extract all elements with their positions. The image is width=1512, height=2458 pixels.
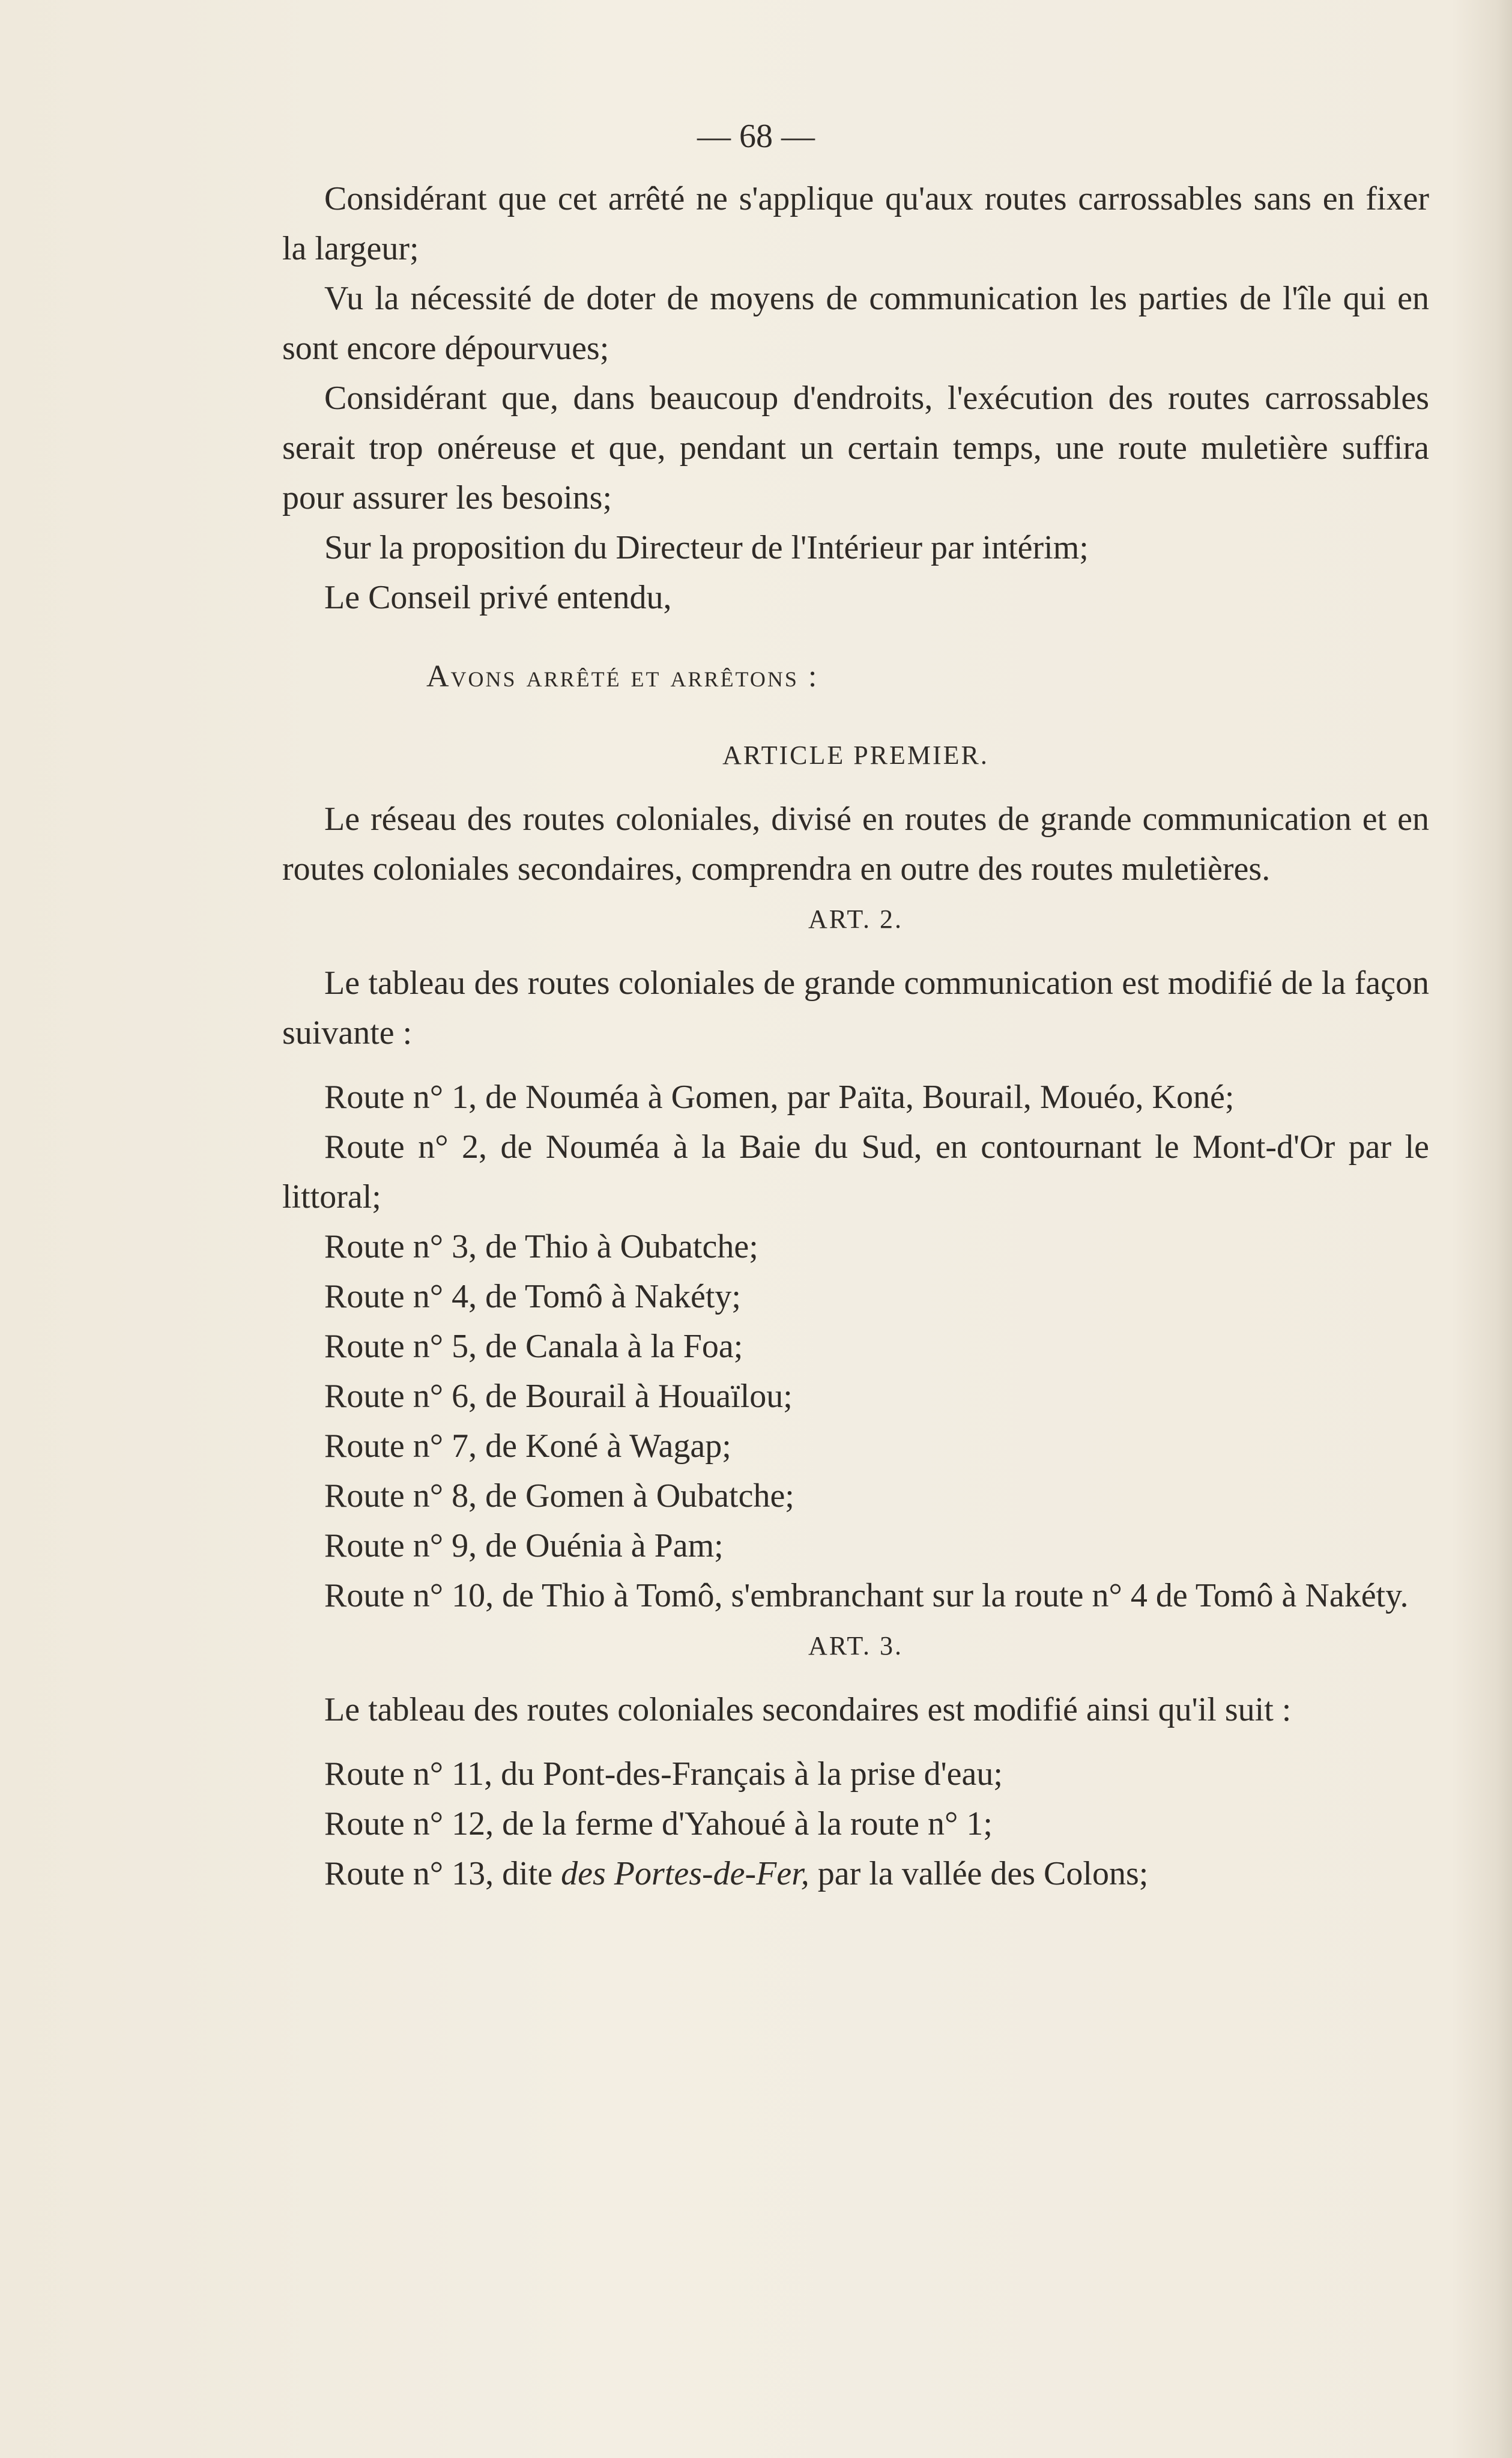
route-item: Route n° 6, de Bourail à Houaïlou; bbox=[324, 1378, 793, 1415]
page-number: — 68 — bbox=[697, 118, 815, 155]
article-2-text: Le tableau des routes coloniales de grande communication est modifié de la façon suivante : bbox=[282, 964, 1429, 1052]
route-item: Route n° 2, de Nouméa à la Baie du Sud, en contournant le Mont-d'Or par le littoral; bbox=[282, 1128, 1429, 1215]
preamble-paragraph: Considérant que, dans beaucoup d'endroits, l'exécution des routes carrossables serait trop onéreuse et que, pendant un certain temps, une route muletière suffira pour assurer les besoins; bbox=[282, 380, 1429, 516]
route-item: Route n° 8, de Gomen à Oubatche; bbox=[324, 1477, 794, 1515]
body-text bbox=[282, 174, 1429, 1899]
article-1-text: Le réseau des routes coloniales, divisé en routes de grande communication et en routes coloniales secondaires, comprendra en outre des routes muletières. bbox=[282, 801, 1429, 888]
route-item: Route n° 4, de Tomô à Nakéty; bbox=[324, 1278, 741, 1315]
route-13-name: des Portes-de-Fer, bbox=[561, 1855, 809, 1892]
route-13-prefix: Route n° 13, dite bbox=[324, 1855, 561, 1892]
route-13-suffix: par la vallée des Colons; bbox=[809, 1855, 1149, 1892]
route-item: Route n° 1, de Nouméa à Gomen, par Païta, Bourail, Mouéo, Koné; bbox=[324, 1079, 1235, 1116]
article-1-heading: ARTICLE PREMIER. bbox=[722, 740, 989, 770]
preamble-paragraph: Vu la nécessité de doter de moyens de communication les parties de l'île qui en sont encore dépourvues; bbox=[282, 280, 1429, 367]
article-2-heading: ART. 2. bbox=[808, 904, 904, 934]
route-item: Route n° 5, de Canala à la Foa; bbox=[324, 1328, 743, 1365]
route-item: Route n° 12, de la ferme d'Yahoué à la route n° 1; bbox=[324, 1805, 993, 1842]
preamble-paragraph: Sur la proposition du Directeur de l'Intérieur par intérim; bbox=[324, 529, 1089, 566]
route-item: Route n° 7, de Koné à Wagap; bbox=[324, 1427, 731, 1465]
preamble-paragraph: Considérant que cet arrêté ne s'applique qu'aux routes carrossables sans en fixer la largeur; bbox=[282, 180, 1429, 267]
route-item: Route n° 9, de Ouénia à Pam; bbox=[324, 1527, 724, 1564]
article-3-heading: ART. 3. bbox=[808, 1631, 904, 1660]
route-item-13 bbox=[282, 1849, 1429, 1899]
preamble-paragraph: Le Conseil privé entendu, bbox=[324, 579, 672, 616]
route-item: Route n° 10, de Thio à Tomô, s'embranchant sur la route n° 4 de Tomô à Nakéty. bbox=[324, 1577, 1409, 1614]
article-3-text: Le tableau des routes coloniales secondaires est modifié ainsi qu'il suit : bbox=[324, 1691, 1292, 1728]
enacting-clause: Avons arrêté et arrêtons : bbox=[426, 659, 819, 694]
route-item: Route n° 3, de Thio à Oubatche; bbox=[324, 1228, 758, 1265]
route-item: Route n° 11, du Pont-des-Français à la prise d'eau; bbox=[324, 1755, 1003, 1793]
